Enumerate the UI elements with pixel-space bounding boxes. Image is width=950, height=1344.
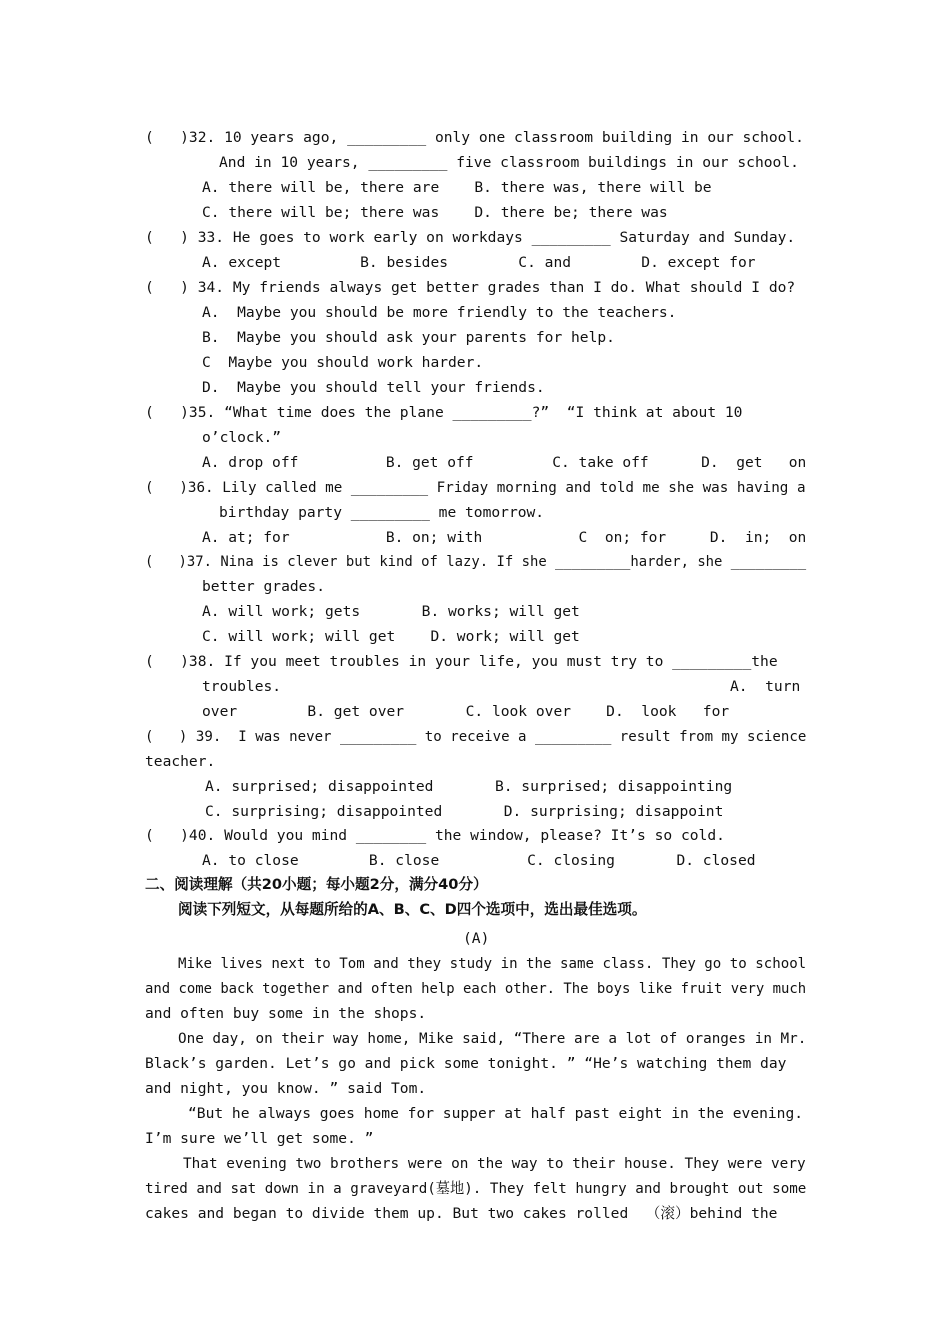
passage-line-2: and come back together and often help each other. The boys like fruit very much (145, 980, 807, 997)
question-37-options-cd: C. will work; will get D. work; will get (202, 628, 580, 645)
question-39: ( ) 39. I was never _________ to receive a _________ result from my science (145, 728, 807, 745)
passage-line-1: Mike lives next to Tom and they study in the same class. They go to school (178, 955, 807, 972)
question-37: ( )37. Nina is clever but kind of lazy. If she _________harder, she _________ (145, 553, 807, 570)
passage-line-7: “But he always goes home for supper at half past eight in the evening. (188, 1105, 804, 1122)
passage-line-4: One day, on their way home, Mike said, “There are a lot of oranges in Mr. (178, 1030, 807, 1047)
passage-line-11: cakes and began to divide them up. But two cakes rolled （滚）behind the (145, 1205, 778, 1222)
question-32-options-cd: C. there will be; there was D. there be; there was (202, 204, 668, 221)
question-37-cont: better grades. (202, 578, 326, 595)
question-35-cont: o’clock.” (202, 429, 282, 446)
question-38-options: over B. get over C. look over D. look for (202, 703, 730, 720)
question-40: ( )40. Would you mind ________ the window, please? It’s so cold. (145, 827, 725, 844)
question-32: ( )32. 10 years ago, _________ only one classroom building in our school. (145, 129, 804, 146)
question-32-cont: And in 10 years, _________ five classroom buildings in our school. (219, 154, 799, 171)
question-32-options-ab: A. there will be, there are B. there was, there will be (202, 179, 712, 196)
passage-line-9: That evening two brothers were on the way to their house. They were very (183, 1155, 806, 1172)
question-36-options: A. at; for B. on; with C on; for D. in; on (202, 529, 807, 546)
question-38-cont: troubles. (202, 678, 282, 695)
section-heading: 二、阅读理解（共20小题；每小题2分，满分40分） (145, 876, 488, 893)
passage-line-10: tired and sat down in a graveyard(墓地). They felt hungry and brought out some (145, 1180, 807, 1197)
question-40-options: A. to close B. close C. closing D. closed (202, 852, 756, 869)
question-38-option-a: A. turn (730, 678, 801, 695)
question-37-options-ab: A. will work; gets B. works; will get (202, 603, 580, 620)
passage-line-5: Black’s garden. Let’s go and pick some tonight. ” “He’s watching them day (145, 1055, 787, 1072)
passage-line-3: and often buy some in the shops. (145, 1005, 427, 1022)
passage-label: (A) (463, 930, 490, 947)
question-38: ( )38. If you meet troubles in your life, you must try to _________the (145, 653, 778, 670)
question-34: ( ) 34. My friends always get better grades than I do. What should I do? (145, 279, 796, 296)
question-39-cont: teacher. (145, 753, 216, 770)
question-34-option-d: D. Maybe you should tell your friends. (202, 379, 545, 396)
question-36: ( )36. Lily called me _________ Friday morning and told me she was having a (145, 479, 806, 496)
question-39-options-cd: C. surprising; disappointed D. surprising; disappoint (205, 803, 724, 820)
question-34-option-b: B. Maybe you should ask your parents for help. (202, 329, 615, 346)
question-35: ( )35. “What time does the plane _________?” “I think at about 10 (145, 404, 743, 421)
question-36-cont: birthday party _________ me tomorrow. (219, 504, 545, 521)
question-34-option-c: C Maybe you should work harder. (202, 354, 484, 371)
question-33-options: A. except B. besides C. and D. except for (202, 254, 756, 271)
question-35-options: A. drop off B. get off C. take off D. get on (202, 454, 807, 471)
passage-line-8: I’m sure we’ll get some. ” (145, 1130, 374, 1147)
passage-line-6: and night, you know. ” said Tom. (145, 1080, 427, 1097)
question-39-options-ab: A. surprised; disappointed B. surprised; disappointing (205, 778, 733, 795)
question-34-option-a: A. Maybe you should be more friendly to the teachers. (202, 304, 677, 321)
section-instruction: 阅读下列短文，从每题所给的A、B、C、D四个选项中，选出最佳选项。 (178, 901, 647, 918)
question-33: ( ) 33. He goes to work early on workdays _________ Saturday and Sunday. (145, 229, 796, 246)
